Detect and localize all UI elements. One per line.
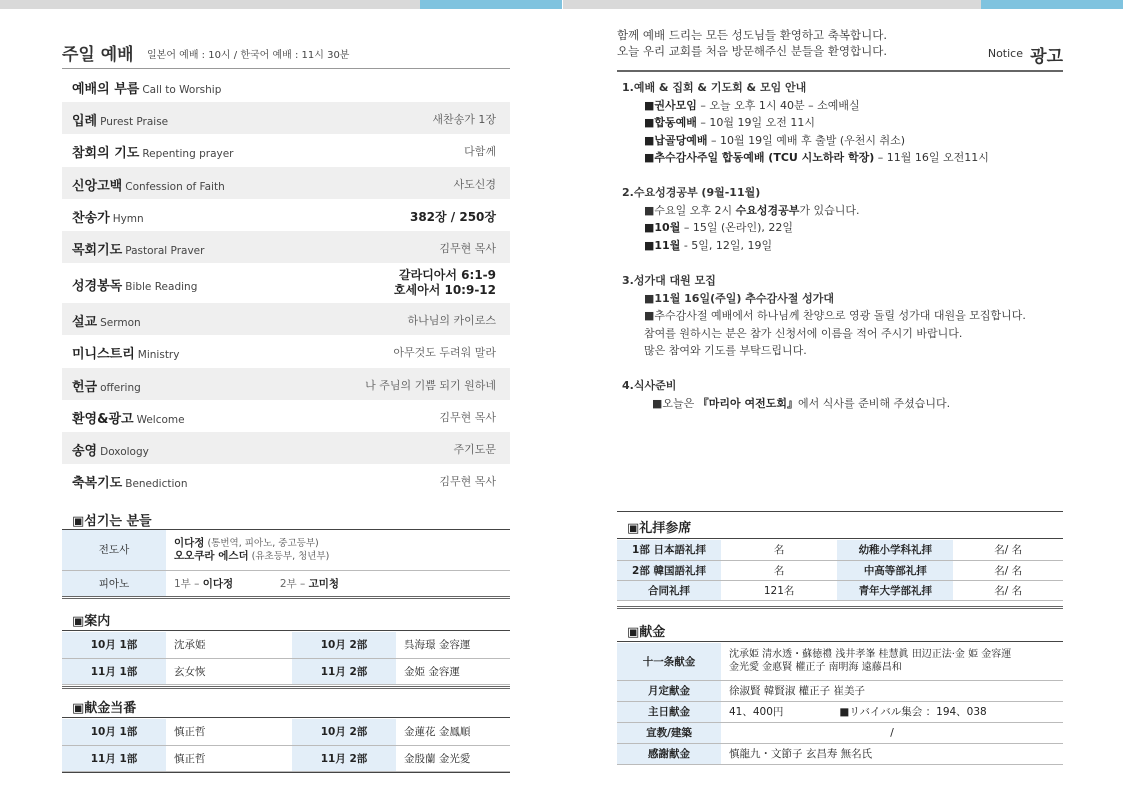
order-item-value-line: 김무현 목사 [439,410,496,424]
order-item-value [407,312,496,328]
welcome-line-1: 함께 예배 드리는 모든 성도님들 환영하고 축복합니다. [617,28,887,42]
announcement-4-a: ■오늘은 [652,396,698,410]
order-item-value-line: 김무현 목사 [439,241,496,255]
piano-label: 피아노 [62,570,166,596]
order-item-en: Purest Praise [100,116,169,129]
thanks-label: 感謝献金 [617,743,721,764]
divider [617,538,1063,539]
table-row [62,745,510,771]
tithe-names-1: 沈承姫 清水透・蘇徳禮 浅井孝峯 桂慧眞 田辺正法·金 姫 金容運 [729,649,1012,661]
leader-name-2: 오오쿠라 에스더 [174,549,249,562]
order-item-value [410,208,496,225]
mission-value: / [721,722,1063,743]
divider [62,686,510,689]
table-cell: 11月 2部 [292,658,396,684]
announcement-1-item-4: – 11월 16일 오전11시 [874,151,989,164]
table-cell: 名/ 名 [953,560,1063,580]
table-cell: 金殷蘭 金光愛 [396,745,510,771]
table-cell: 10月 2部 [292,719,396,745]
announcement-4-title: 4.식사준비 [622,379,677,392]
thanks-names: 慎龍九・文節子 玄昌寿 無名氏 [721,743,1063,764]
order-item-name [72,440,149,459]
table-cell: 中高等部礼拝 [837,560,953,580]
sunday-label: 主日献金 [617,701,721,722]
order-item-en: Bible Reading [125,281,198,294]
order-item-name [72,175,225,194]
table-row [617,560,1063,580]
divider [62,630,510,631]
announcement-1-title: 1.예배 & 집회 & 기도회 & 모임 안내 [622,81,807,94]
order-item-en: Welcome [136,413,185,426]
announcement-3-item-3: 참여를 원하시는 분은 참가 신청서에 이름을 적어 주시기 바랍니다. [644,326,963,340]
table-cell: 11月 1部 [62,745,166,771]
announcement-2-item-3: - 5일, 12일, 19일 [680,238,773,252]
order-item-value-line: 사도신경 [453,177,496,191]
order-item-en: Sermon [100,317,141,330]
order-item-name [72,376,141,395]
table-cell: 名 [721,560,837,580]
table-row [617,722,1063,743]
tithe-names-2: 金光愛 金悳賢 權正子 南明海 遠藤昌和 [729,662,902,674]
worship-title: 주일 예배 [62,45,134,65]
announcement-2-item-3-label: ■11월 [644,238,681,252]
welcome-text [617,28,887,59]
order-item-en: Call to Worship [142,84,222,96]
order-item-en: Ministry [137,349,180,362]
announcement-4 [622,377,950,412]
announcement-1-item-2: – 10월 19일 오전 11시 [696,116,816,129]
table-row [617,680,1063,701]
order-item-value [439,473,496,489]
table-cell: 10月 1部 [62,632,166,658]
table-cell: 名/ 名 [953,540,1063,560]
order-item-name [72,343,179,362]
announcement-1-item-1: – 오늘 오후 1시 40분 – 소예배실 [696,98,860,112]
order-item-ko: 헌금 [72,379,98,395]
monthly-label: 月定献金 [617,680,721,701]
order-item-en: Pastoral Praver [125,244,205,257]
table-cell: 幼稚小学科礼拝 [837,540,953,560]
announcement-2-item-2: – 15일 (온라인), 22일 [680,221,794,234]
table-cell: 2部 韓国語礼拝 [617,560,721,580]
announcement-3-item-2: ■추수감사절 예배에서 하나님께 찬양으로 영광 돌릴 성가대 대원을 모집합니다. [644,309,1026,322]
order-row [62,263,510,303]
announcement-1 [622,79,989,167]
order-row [62,303,510,335]
table-row [617,701,1063,722]
leader-role-2: (유초등부, 청년부) [248,550,330,562]
announcement-2-title: 2.수요성경공부 (9월-11월) [622,186,761,199]
announcement-2-item-1-a: ■수요일 오후 2시 [644,203,736,217]
table-cell: 名/ 名 [953,580,1063,600]
order-item-value [365,377,496,393]
order-item-value [439,240,496,256]
announcement-4-b: 『마리아 여전도회』 [697,396,798,410]
table-cell: 慎正哲 [166,719,292,745]
order-item-name [72,472,187,491]
tithe-label: 十一条献金 [617,643,721,680]
order-item-name [72,110,168,129]
piano-1-name: 이다정 [202,577,234,590]
order-row [62,231,510,263]
order-item-name [72,78,221,97]
mission-label: 宣教/建築 [617,722,721,743]
table-row [62,658,510,684]
attendance-title: ▣礼拝参席 [627,521,692,536]
sunday-extra: ■リバイバル集会 ：194、038 [839,706,987,718]
order-item-value-line: 갈라디아서 6:1-9 [399,268,496,283]
announcement-3-item-4: 많은 참여와 기도를 부탁드립니다. [644,344,807,357]
worship-times: 일본어 예배 : 10시 / 한국어 예배 : 11시 30분 [147,50,350,61]
announcement-2 [622,184,860,254]
donation-table [617,643,1063,765]
table-row [617,580,1063,600]
order-row [62,432,510,464]
order-item-value [393,344,496,360]
donation-title: ▣献金 [627,625,666,640]
piano-1-label: 1부 – [174,577,203,590]
order-item-value-line: 새찬송가 1장 [432,113,496,127]
table-cell: 呉海璟 金容運 [396,632,510,658]
table-cell: 沈承姫 [166,632,292,658]
table-cell: 玄女恢 [166,658,292,684]
order-row [62,400,510,432]
order-row [62,70,510,102]
order-item-value-line: 나 주님의 기쁨 되기 원하네 [365,378,496,392]
order-item-value-line: 김무현 목사 [439,475,496,489]
order-item-ko: 송영 [72,443,98,459]
offering-duty-table [62,719,510,772]
order-item-ko: 설교 [72,315,98,331]
notice-header [617,28,1063,72]
order-item-en: Repenting prayer [142,148,234,161]
table-cell: 金姫 金容運 [396,658,510,684]
order-item-value [453,176,496,192]
table-cell: 慎正哲 [166,745,292,771]
attendance-table [617,540,1063,601]
order-row [62,464,510,496]
table-row [617,540,1063,560]
order-item-value-line: 호세아서 10:9-12 [393,283,496,298]
order-item-ko: 찬송가 [72,210,110,226]
announcement-3-item-1: ■11월 16일(주일) 추수감사절 성가대 [644,291,835,305]
table-row [62,530,510,570]
notice-label-en: Notice [987,47,1023,60]
piano-names [166,570,510,596]
table-cell: 10月 2部 [292,632,396,658]
announcement-1-item-1-label: ■권사모임 [644,98,697,112]
order-item-value [432,111,496,127]
order-item-value-line: 382장 / 250장 [409,209,496,224]
order-item-ko: 입례 [72,114,98,130]
announcement-1-item-3-label: ■납골당예배 [644,133,708,147]
table-cell: 11月 1部 [62,658,166,684]
order-of-service [62,70,510,496]
order-row [62,199,510,231]
table-cell: 金蓮花 金鳳順 [396,719,510,745]
order-item-ko: 참회의 기도 [72,146,140,162]
order-item-value [439,409,496,425]
order-item-name [72,408,185,427]
order-item-ko: 신앙고백 [72,178,123,194]
table-row [62,570,510,596]
order-item-en: Confession of Faith [125,180,225,193]
order-item-value-line: 주기도문 [453,442,496,456]
order-item-name [72,275,197,294]
tithe-names [721,643,1063,680]
table-cell: 11月 2部 [292,745,396,771]
divider [617,641,1063,642]
table-cell: 合同礼拝 [617,580,721,600]
piano-2-name: 고미청 [308,577,340,590]
table-row [617,643,1063,680]
worship-page [62,0,510,794]
table-cell: 1部 日本語礼拝 [617,540,721,560]
order-item-ko: 축복기도 [72,476,123,492]
order-item-value-line: 아무것도 두려워 말라 [393,346,496,360]
order-item-en: Benediction [125,478,188,491]
divider [617,511,1063,512]
order-item-en: Doxology [100,445,149,458]
order-item-name [72,207,144,226]
table-cell: 10月 1部 [62,719,166,745]
order-item-value-line: 하나님의 카이로스 [407,314,496,328]
notice-label-ko: 광고 [1030,47,1063,67]
leader-role-1: (통번역, 피아노, 중고등부) [204,537,319,549]
order-item-en: offering [100,381,141,394]
order-item-ko: 미니스트리 [72,347,135,363]
table-cell: 青年大学部礼拝 [837,580,953,600]
worship-header [62,40,510,69]
notice-page [617,0,1063,794]
announcement-1-item-2-label: ■합동예배 [644,116,697,129]
table-cell: 名 [721,540,837,560]
order-item-ko: 환영&광고 [72,411,134,427]
order-row [62,335,510,367]
servers-title: ▣섬기는 분들 [72,514,152,529]
table-row [62,719,510,745]
order-item-ko: 성경봉독 [72,279,123,295]
table-cell: 121名 [721,580,837,600]
announcement-3 [622,272,1026,360]
announcement-4-c: 에서 식사를 준비해 주셨습니다. [798,396,951,410]
divider [62,772,510,773]
order-item-en: Hymn [112,212,144,225]
announcement-1-item-4-label: ■추수감사주일 합동예배 (TCU 시노하라 학장) [644,151,875,164]
order-item-ko: 목회기도 [72,242,123,258]
announcement-2-item-2-label: ■10월 [644,221,681,234]
piano-2-label: 2부 – [279,577,309,590]
divider [62,596,510,599]
sunday-value [721,701,1063,722]
leader-label: 전도사 [62,530,166,570]
order-row [62,102,510,134]
guide-title: ▣案内 [72,614,111,629]
order-item-value [464,143,496,159]
order-item-name [72,311,141,330]
order-row [62,134,510,166]
announcement-2-item-1-b: 수요성경공부 [735,203,800,217]
offering-duty-title: ▣献金当番 [72,701,137,716]
announcement-3-title: 3.성가대 대원 모집 [622,274,716,287]
order-row [62,167,510,199]
servers-table [62,530,510,597]
order-item-name [72,239,204,258]
leader-name-1: 이다정 [174,536,205,549]
welcome-line-2: 오늘 우리 교회를 처음 방문해주신 분들을 환영합니다. [617,43,887,58]
divider [62,717,510,718]
order-item-value [394,268,496,298]
table-row [617,743,1063,764]
leader-names [166,530,510,570]
table-row [62,632,510,658]
divider [617,606,1063,609]
sunday-amount: 41、400円 [729,706,784,718]
guide-table [62,632,510,685]
monthly-names: 徐淑賢 韓賢淑 權正子 崔美子 [721,680,1063,701]
order-item-value-line: 다함께 [464,145,496,159]
announcement-1-item-3: – 10월 19일 예배 후 출발 (우천시 취소) [707,133,906,147]
order-item-name [72,142,234,161]
order-row [62,368,510,400]
order-item-value [453,441,496,457]
order-item-ko: 예배의 부름 [72,82,140,97]
announcement-2-item-1-c: 가 있습니다. [799,203,860,217]
